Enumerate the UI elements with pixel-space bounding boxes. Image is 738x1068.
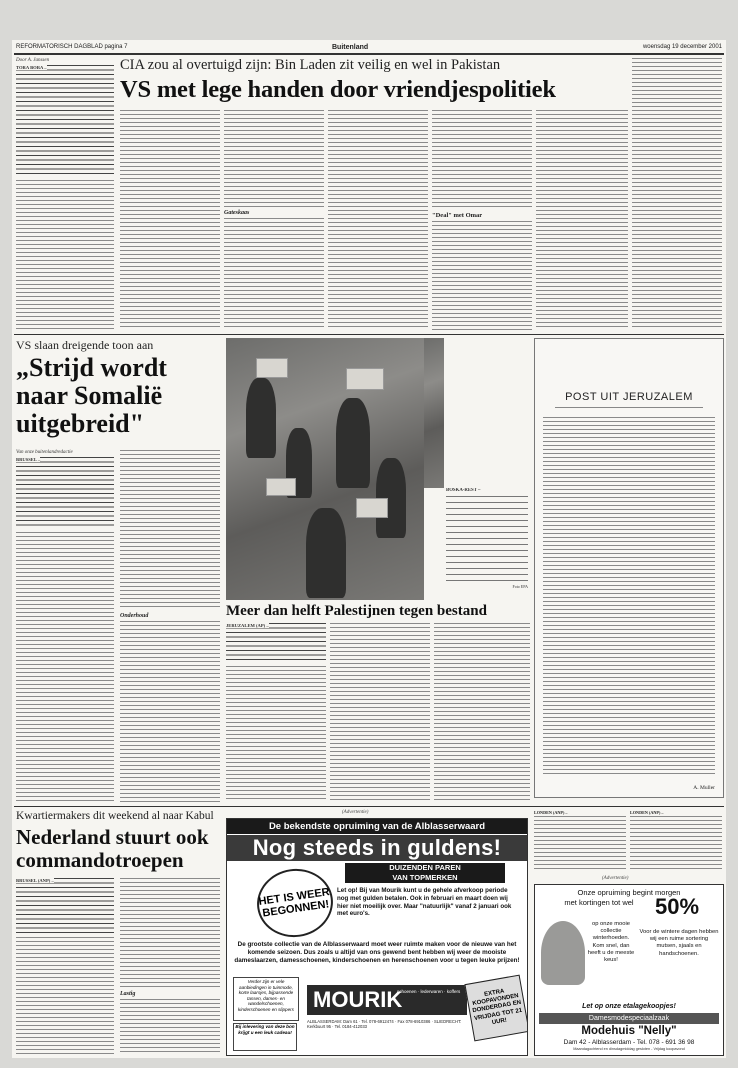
ad2-address: Dam 42 - Alblasserdam - Tel. 078 - 691 36 98	[563, 1039, 695, 1046]
news-photo-edge	[424, 338, 444, 488]
top-column-6	[536, 110, 628, 330]
ad2-right-text: Voor de wintere dagen hebben wij een ruime sortering mutsen, sjaals en handschoenen.	[639, 929, 719, 957]
ad2-name: Modehuis "Nelly"	[581, 1025, 677, 1037]
ad-headline: Nog steeds in guldens!	[227, 835, 527, 861]
photo-caption-body	[446, 496, 528, 584]
post-author: A. Muller	[693, 785, 715, 791]
header-left: REFORMATORISCH DAGBLAD pagina 7	[16, 44, 128, 50]
brief-2-lead: LONDEN (ANP) –	[630, 810, 664, 815]
top-intro-lead: TORA BORA –	[16, 65, 47, 70]
top-byline: Door A. Janssen	[16, 58, 50, 63]
photo-caption-lead: BOSKA-REST –	[446, 488, 481, 493]
top-column-5a	[432, 110, 532, 210]
post-column-box	[534, 338, 724, 798]
ad2-left-text: op onze mooie collectie winterhoeden. Kom snel, dan heeft u de meeste keus!	[587, 921, 635, 964]
left-column-2a	[120, 450, 220, 610]
ad2-footer: Maandagochtend en dinsdagmiddag gesloten - Vrijdag koopavond	[573, 1047, 685, 1051]
left-headline: „Strijd wordt naar Somalië uitgebreid"	[16, 353, 167, 438]
bottom-kicker: Kwartiermakers dit weekend al naar Kabul	[16, 810, 214, 822]
left-kicker: VS slaan dreigende toon aan	[16, 338, 154, 352]
photo-box	[346, 368, 384, 390]
ad-tag-2: Bij inlevering van deze bon krijgt u een leuk cadeau!	[233, 1023, 297, 1051]
left-byline: Van onze buitenlandredactie	[16, 450, 73, 455]
bottom-column-2b	[120, 999, 220, 1054]
left-column-1	[16, 532, 114, 802]
middle-column-3	[434, 623, 530, 802]
bottom-intro-lead: BRUSSEL (ANP) –	[16, 878, 54, 883]
ad-brand: MOURIK	[313, 987, 403, 1012]
photo-figure	[306, 508, 346, 598]
ad-address: ALBLASSERDAM: Dam 61 · Tel. 078-6912474 · Fax 078-6910386 · SLIEDRECHT: Kerkbuurt 95 · Tel. 0184-412033	[307, 1019, 462, 1030]
left-subhead: Onderhoud	[120, 613, 149, 619]
ad-brand-sub: schoenen · lederwaren · koffers	[397, 989, 461, 994]
ad2-line-1: Onze opruiming begint morgen	[577, 888, 681, 897]
middle-column-2	[330, 623, 430, 802]
post-body	[543, 417, 715, 777]
top-intro	[16, 65, 114, 177]
photo-figure	[246, 378, 276, 458]
top-column-1	[16, 180, 114, 330]
ad-footer-text: De grootste collectie van de Alblasserwaard moet weer ruimte maken voor de nieuwe van het komende seizoen. Dus zoals u altijd van ons gewend bent hebben wij weer de mooiste dameslaarzen, damesschoenen, kinderschoenen en herenschoenen voor u tegen leuke prijzen!	[234, 941, 520, 964]
ad2-line-2: met kortingen tot wel	[564, 898, 634, 907]
top-subhead-1: Gateskaas	[224, 210, 250, 216]
photo-credit: Foto EPA	[512, 584, 528, 589]
middle-lead: JERUZALEM (AP) –	[226, 623, 269, 628]
ad-subline-1: DUIZENDEN PAREN	[389, 863, 461, 872]
brief-2-body	[630, 816, 722, 870]
brief-1	[534, 810, 626, 872]
top-column-2	[120, 110, 220, 330]
top-kicker: CIA zou al overtuigd zijn: Bin Laden zit veilig en wel in Pakistan	[120, 57, 501, 73]
ad-brand-box	[307, 985, 467, 1015]
photo-box	[356, 498, 388, 518]
ad-burst-2: EXTRA KOOPAVONDEN DONDERDAG EN VRIJDAG TOT 21 UUR!	[464, 975, 528, 1042]
photo-box	[256, 358, 288, 378]
bottom-intro	[16, 878, 114, 934]
ad2-banner: Damesmodespeciaalzaak	[539, 1013, 719, 1024]
photo-figure	[336, 398, 370, 488]
bottom-column-1	[16, 937, 114, 1054]
left-column-2b	[120, 621, 220, 802]
post-title-rule	[555, 407, 703, 408]
ad-subline-box	[345, 863, 505, 883]
ad2-photo	[541, 921, 585, 985]
photo-caption	[446, 488, 528, 598]
ad-tag-1: Verder zijn er vele aanbiedingen in tuinmode, korte laarsjes, bijpassende tassen, dames- en wandelschoenen, kinderschoenen en slippers	[233, 977, 299, 1021]
middle-intro	[226, 623, 326, 663]
bottom-headline: Nederland stuurt ook commandotroepen	[16, 825, 209, 872]
top-column-3a	[224, 110, 324, 208]
ad-modehuis	[534, 884, 724, 1056]
left-intro-lead: BRUSSEL –	[16, 457, 41, 462]
ad-mourik	[226, 818, 528, 1056]
header-date: woensdag 19 december 2001	[642, 44, 722, 50]
top-headline: VS met lege handen door vriendjespolitiek	[120, 76, 556, 103]
ad2-label: (Advertentie)	[602, 876, 629, 881]
brief-1-lead: LONDEN (ANP) –	[534, 810, 568, 815]
ad-subline-2: VAN TOPMERKEN	[392, 873, 458, 882]
newspaper-page	[12, 40, 726, 1058]
section-rule-1	[14, 334, 724, 335]
left-intro	[16, 457, 114, 529]
top-column-3b	[224, 218, 324, 330]
ad-body: Let op! Bij van Mourik kunt u de gehele afverkoop periode nog met gulden betalen. Ook in februari en maart doen wij hier niet moeilijk over. Maar "natuurlijk" vanaf 2 januari ook met euro's.	[337, 887, 512, 918]
brief-2	[630, 810, 722, 872]
header-rule	[14, 53, 724, 55]
ad2-tagline: Let op onze etalagekoopjes!	[582, 1003, 676, 1010]
ad-banner: De bekendste opruiming van de Alblasserwaard	[227, 819, 527, 834]
bottom-column-2a	[120, 878, 220, 988]
section-rule-2	[14, 806, 724, 807]
section-title: Buitenland	[332, 44, 369, 51]
top-column-5b	[432, 221, 532, 330]
bottom-subhead: Lastig	[120, 991, 136, 997]
ad-burst: HET IS WEER BEGONNEN!	[253, 864, 338, 942]
news-photo	[226, 338, 424, 600]
middle-headline: Meer dan helft Palestijnen tegen bestand	[226, 603, 487, 619]
post-title: POST UIT JERUZALEM	[565, 391, 693, 403]
photo-box	[266, 478, 296, 496]
top-subhead-2: "Deal" met Omar	[432, 212, 483, 219]
brief-1-body	[534, 816, 626, 870]
top-column-4	[328, 110, 428, 330]
middle-column-1	[226, 666, 326, 802]
top-column-7	[632, 58, 722, 330]
ad2-percent: 50%	[655, 894, 700, 919]
ad-label: (Advertentie)	[342, 810, 369, 815]
